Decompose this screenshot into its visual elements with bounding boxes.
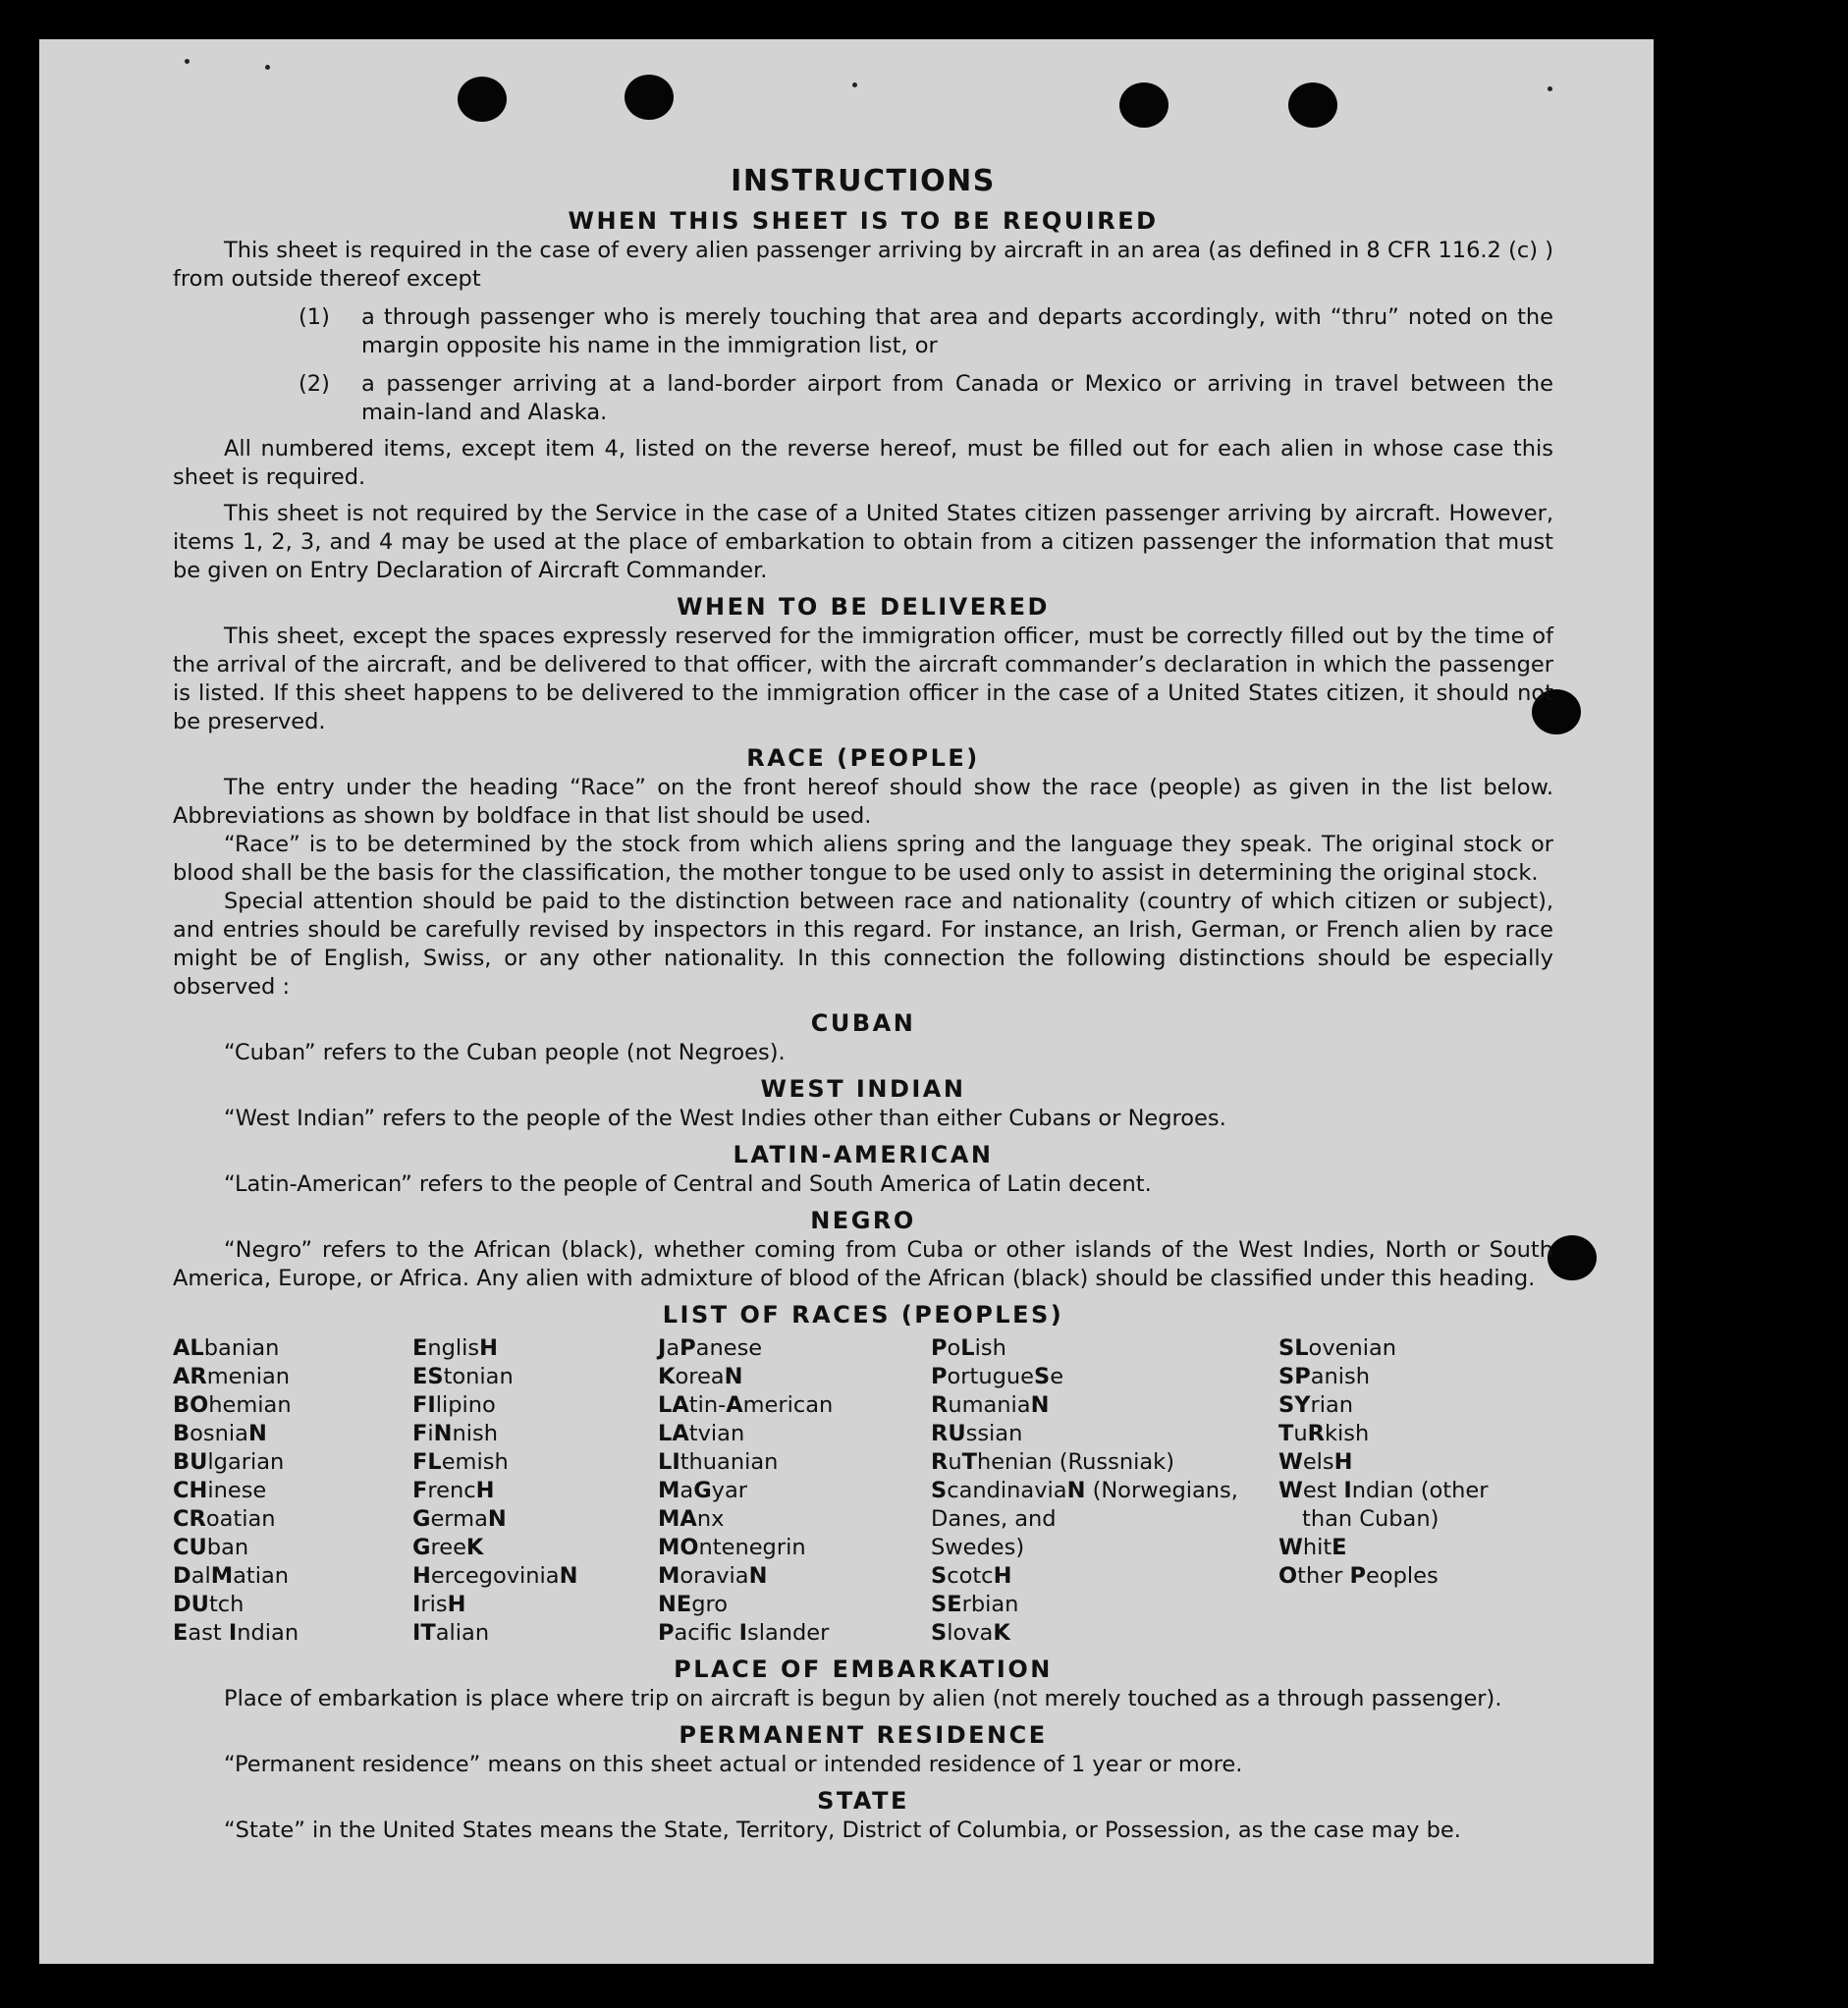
document-sheet xyxy=(39,39,1654,1964)
punch-hole xyxy=(458,77,507,122)
race-entry: DalMatian xyxy=(173,1563,290,1589)
race-entry: CHinese xyxy=(173,1478,267,1503)
race-entry: LAtvian xyxy=(658,1421,745,1446)
instructions-content xyxy=(173,161,1553,1845)
speck xyxy=(185,59,190,64)
race-entry: FiNnish xyxy=(412,1421,498,1446)
race-entry: JaPanese xyxy=(658,1335,763,1361)
section-heading: LIST OF RACES (PEOPLES) xyxy=(662,1301,1064,1329)
race-entry: SLovenian xyxy=(1278,1335,1397,1361)
item-text: a passenger arriving at a land-border airport from Canada or Mexico or arriving in travel between the main-land and Alaska. xyxy=(361,371,1553,425)
race-entry: RumaniaN xyxy=(931,1392,1050,1418)
race-entry: MaGyar xyxy=(658,1478,748,1503)
race-entry: MAnx xyxy=(658,1506,725,1532)
paragraph: “Race” is to be determined by the stock from which aliens spring and the language they speak. The original stock or blood shall be the basis for the classification, the mother tongue to be used only to assist in determining the original stock. xyxy=(173,832,1553,886)
race-entry: FLemish xyxy=(412,1449,509,1475)
race-list xyxy=(173,1334,1553,1648)
paragraph: The entry under the heading “Race” on the front hereof should show the race (people) as given in the list below. Abbreviations as shown by boldface in that list should be used. xyxy=(173,775,1553,829)
section-heading: LATIN-AMERICAN xyxy=(733,1141,994,1168)
section-heading: RACE (PEOPLE) xyxy=(746,744,980,772)
item-text: a through passenger who is merely touching that area and departs accordingly, with “thru” noted on the margin opposite his name in the immigration list, or xyxy=(361,304,1553,358)
race-entry: SPanish xyxy=(1278,1364,1370,1389)
item-number: (1) xyxy=(299,304,330,330)
section-heading: WHEN TO BE DELIVERED xyxy=(677,593,1050,621)
race-entry: MOntenegrin xyxy=(658,1535,806,1560)
race-entry: LIthuanian xyxy=(658,1449,779,1475)
race-entry: EnglisH xyxy=(412,1335,498,1361)
race-entry: Swedes) xyxy=(931,1535,1025,1560)
race-column xyxy=(658,1334,931,1648)
race-entry: ITalian xyxy=(412,1620,490,1646)
race-entry: DUtch xyxy=(173,1592,245,1617)
race-entry: WhitE xyxy=(1278,1535,1347,1560)
race-entry: Other Peoples xyxy=(1278,1563,1439,1589)
race-column xyxy=(173,1334,412,1648)
race-column xyxy=(931,1334,1278,1648)
race-entry: EStonian xyxy=(412,1364,514,1389)
paragraph: “Negro” refers to the African (black), whether coming from Cuba or other islands of the West Indies, North or South America, Europe, or Africa. Any alien with admixture of blood of the African (black) should be classified under this heading. xyxy=(173,1237,1553,1291)
paragraph: “State” in the United States means the State, Territory, District of Columbia, or Possession, as the case may be. xyxy=(224,1818,1461,1843)
race-entry: than Cuban) xyxy=(1302,1506,1440,1532)
race-entry: KoreaN xyxy=(658,1364,743,1389)
race-entry: SErbian xyxy=(931,1592,1019,1617)
section-heading: WHEN THIS SHEET IS TO BE REQUIRED xyxy=(568,207,1159,235)
section-heading: WEST INDIAN xyxy=(760,1075,966,1103)
race-entry: PoLish xyxy=(931,1335,1006,1361)
race-entry: CRoatian xyxy=(173,1506,276,1532)
race-entry: FrencH xyxy=(412,1478,495,1503)
speck xyxy=(1548,86,1552,91)
speck xyxy=(265,65,270,70)
paragraph: “Permanent residence” means on this sheet actual or intended residence of 1 year or more. xyxy=(224,1752,1243,1777)
race-entry: SlovaK xyxy=(931,1620,1010,1646)
section-heading: STATE xyxy=(817,1787,909,1815)
punch-hole xyxy=(1288,82,1337,128)
race-entry: MoraviaN xyxy=(658,1563,768,1589)
race-entry: GermaN xyxy=(412,1506,507,1532)
section-heading: CUBAN xyxy=(810,1009,916,1037)
race-entry: WelsH xyxy=(1278,1449,1353,1475)
page-title: INSTRUCTIONS xyxy=(731,164,996,198)
section-heading: PERMANENT RESIDENCE xyxy=(679,1721,1048,1749)
race-column xyxy=(1278,1334,1534,1648)
race-entry: IrisH xyxy=(412,1592,466,1617)
paragraph: All numbered items, except item 4, listed on the reverse hereof, must be filled out for each alien in whose case this sheet is required. xyxy=(173,436,1553,490)
punch-hole xyxy=(1119,82,1169,128)
race-entry: NEgro xyxy=(658,1592,729,1617)
race-entry: PortugueSe xyxy=(931,1364,1064,1389)
race-entry: ARmenian xyxy=(173,1364,291,1389)
punch-hole xyxy=(625,75,674,120)
race-entry: HercegoviniaN xyxy=(412,1563,578,1589)
item-number: (2) xyxy=(299,371,330,397)
race-entry: RUssian xyxy=(931,1421,1023,1446)
race-entry: Danes, and xyxy=(931,1506,1057,1532)
race-entry: RuThenian (Russniak) xyxy=(931,1449,1174,1475)
section-heading: NEGRO xyxy=(810,1207,916,1234)
race-entry: FIlipino xyxy=(412,1392,496,1418)
paragraph: “Latin-American” refers to the people of Central and South America of Latin decent. xyxy=(224,1171,1152,1197)
race-entry: ScotcH xyxy=(931,1563,1012,1589)
paragraph: This sheet, except the spaces expressly reserved for the immigration officer, must be correctly filled out by the time of the arrival of the aircraft, and be delivered to that officer, with the aircraft commander’s declaration in which the passenger is listed. If this sheet happens to be delivered to the immigration officer in the case of a United States citizen, it should not be preserved. xyxy=(173,624,1553,734)
paragraph: Place of embarkation is place where trip on aircraft is begun by alien (not merely touched as a through passenger). xyxy=(224,1686,1502,1711)
race-entry: CUban xyxy=(173,1535,249,1560)
race-entry: TuRkish xyxy=(1278,1421,1370,1446)
paragraph: Special attention should be paid to the distinction between race and nationality (country of which citizen or subject), and entries should be carefully revised by inspectors in this regard. For instance, an Irish, German, or French alien by race might be of English, Swiss, or any other nationality. In this connection the following distinctions should be especially observed : xyxy=(173,889,1553,1000)
race-entry: LAtin-American xyxy=(658,1392,834,1418)
list-item xyxy=(299,303,1553,360)
race-entry: ScandinaviaN (Norwegians, xyxy=(931,1478,1238,1503)
race-column xyxy=(412,1334,658,1648)
race-entry: East Indian xyxy=(173,1620,299,1646)
section-heading: PLACE OF EMBARKATION xyxy=(674,1655,1053,1683)
race-entry: BOhemian xyxy=(173,1392,292,1418)
race-entry: SYrian xyxy=(1278,1392,1354,1418)
race-entry: Pacific Islander xyxy=(658,1620,830,1646)
punch-hole xyxy=(1548,1235,1597,1280)
list-item xyxy=(299,370,1553,427)
paragraph: “Cuban” refers to the Cuban people (not Negroes). xyxy=(224,1040,786,1065)
paragraph: “West Indian” refers to the people of the West Indies other than either Cubans or Negroes. xyxy=(224,1106,1226,1131)
paragraph: This sheet is not required by the Service in the case of a United States citizen passenger arriving by aircraft. However, items 1, 2, 3, and 4 may be used at the place of embarkation to obtain from a citizen passenger the information that must be given on Entry Declaration of Aircraft Commander. xyxy=(173,501,1553,583)
speck xyxy=(852,82,857,87)
race-entry: West Indian (other xyxy=(1278,1478,1489,1503)
paragraph: This sheet is required in the case of every alien passenger arriving by aircraft in an area (as defined in 8 CFR 116.2 (c) ) from outside thereof except xyxy=(173,238,1553,292)
race-entry: ALbanian xyxy=(173,1335,280,1361)
race-entry: BosniaN xyxy=(173,1421,267,1446)
race-entry: GreeK xyxy=(412,1535,484,1560)
race-entry: BUlgarian xyxy=(173,1449,285,1475)
